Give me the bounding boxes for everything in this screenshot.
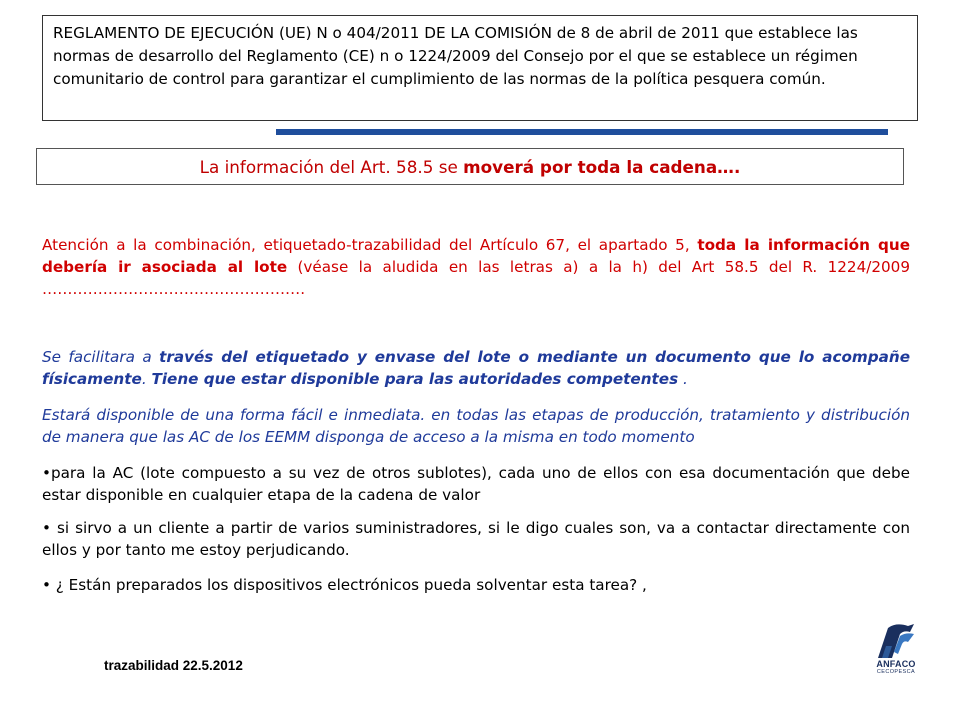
bullet-ac-sublotes: •para la AC (lote compuesto a su vez de otros sublotes), cada uno de ellos con esa documentación que debe estar disponible en cualquier etapa de la cadena de valor xyxy=(42,464,910,504)
logo-name: ANFACO xyxy=(876,659,916,669)
blue-divider-rule xyxy=(276,129,888,135)
p1-dots: ……………………………………………. xyxy=(42,280,306,298)
banner-box xyxy=(36,148,904,185)
banner-emphasis: moverá por toda la cadena…. xyxy=(463,157,741,177)
anfaco-fish-icon xyxy=(874,622,918,660)
p1-text-b: (véase la aludida en las letras a) a la h) del Art 58.5 del R. 1224/2009 xyxy=(287,258,911,276)
paragraph-etiquetado xyxy=(42,346,910,390)
banner-text: La información del Art. 58.5 se xyxy=(199,157,464,177)
anfaco-logo xyxy=(868,622,924,684)
regulation-title: REGLAMENTO DE EJECUCIÓN (UE) N o 404/2011 DE LA COMISIÓN de 8 de abril de 2011 que establece las normas de desarrollo del Reglamento (CE) n o 1224/2009 del Consejo por el que se establece un régimen comunitario de control para garantizar el cumplimiento de las normas de la política pesquera común. xyxy=(53,24,858,88)
footer-label: trazabilidad 22.5.2012 xyxy=(104,658,243,673)
p2-bold-2: Tiene que estar disponible para las autoridades competentes xyxy=(151,370,679,388)
paragraph-article-67 xyxy=(42,234,910,300)
paragraph-disponible: Estará disponible de una forma fácil e inmediata. en todas las etapas de producción, tratamiento y distribución de manera que las AC de los EEMM disponga de acceso a la misma en todo momento xyxy=(42,406,910,446)
p2-text-b: . xyxy=(141,370,152,388)
p1-bold: toda la información que debería ir asociada al lote xyxy=(42,236,910,276)
p2-text-c: . xyxy=(678,370,688,388)
p1-text-a: Atención a la combinación, etiquetado-trazabilidad del Artículo 67, el apartado 5, xyxy=(42,236,698,254)
p2-bold-1: través del etiquetado y envase del lote o mediante un documento que lo acompañe físicamente xyxy=(42,348,910,388)
regulation-header-box xyxy=(42,15,918,121)
bullet-suministradores: • si sirvo a un cliente a partir de varios suministradores, si le digo cuales son, va a contactar directamente con ellos y por tanto me estoy perjudicando. xyxy=(42,519,910,559)
p2-text-a: Se facilitara a xyxy=(42,348,160,366)
logo-subtitle: CECOPESCA xyxy=(876,669,916,675)
bullet-dispositivos: • ¿ Están preparados los dispositivos electrónicos pueda solventar esta tarea? , xyxy=(42,576,647,594)
